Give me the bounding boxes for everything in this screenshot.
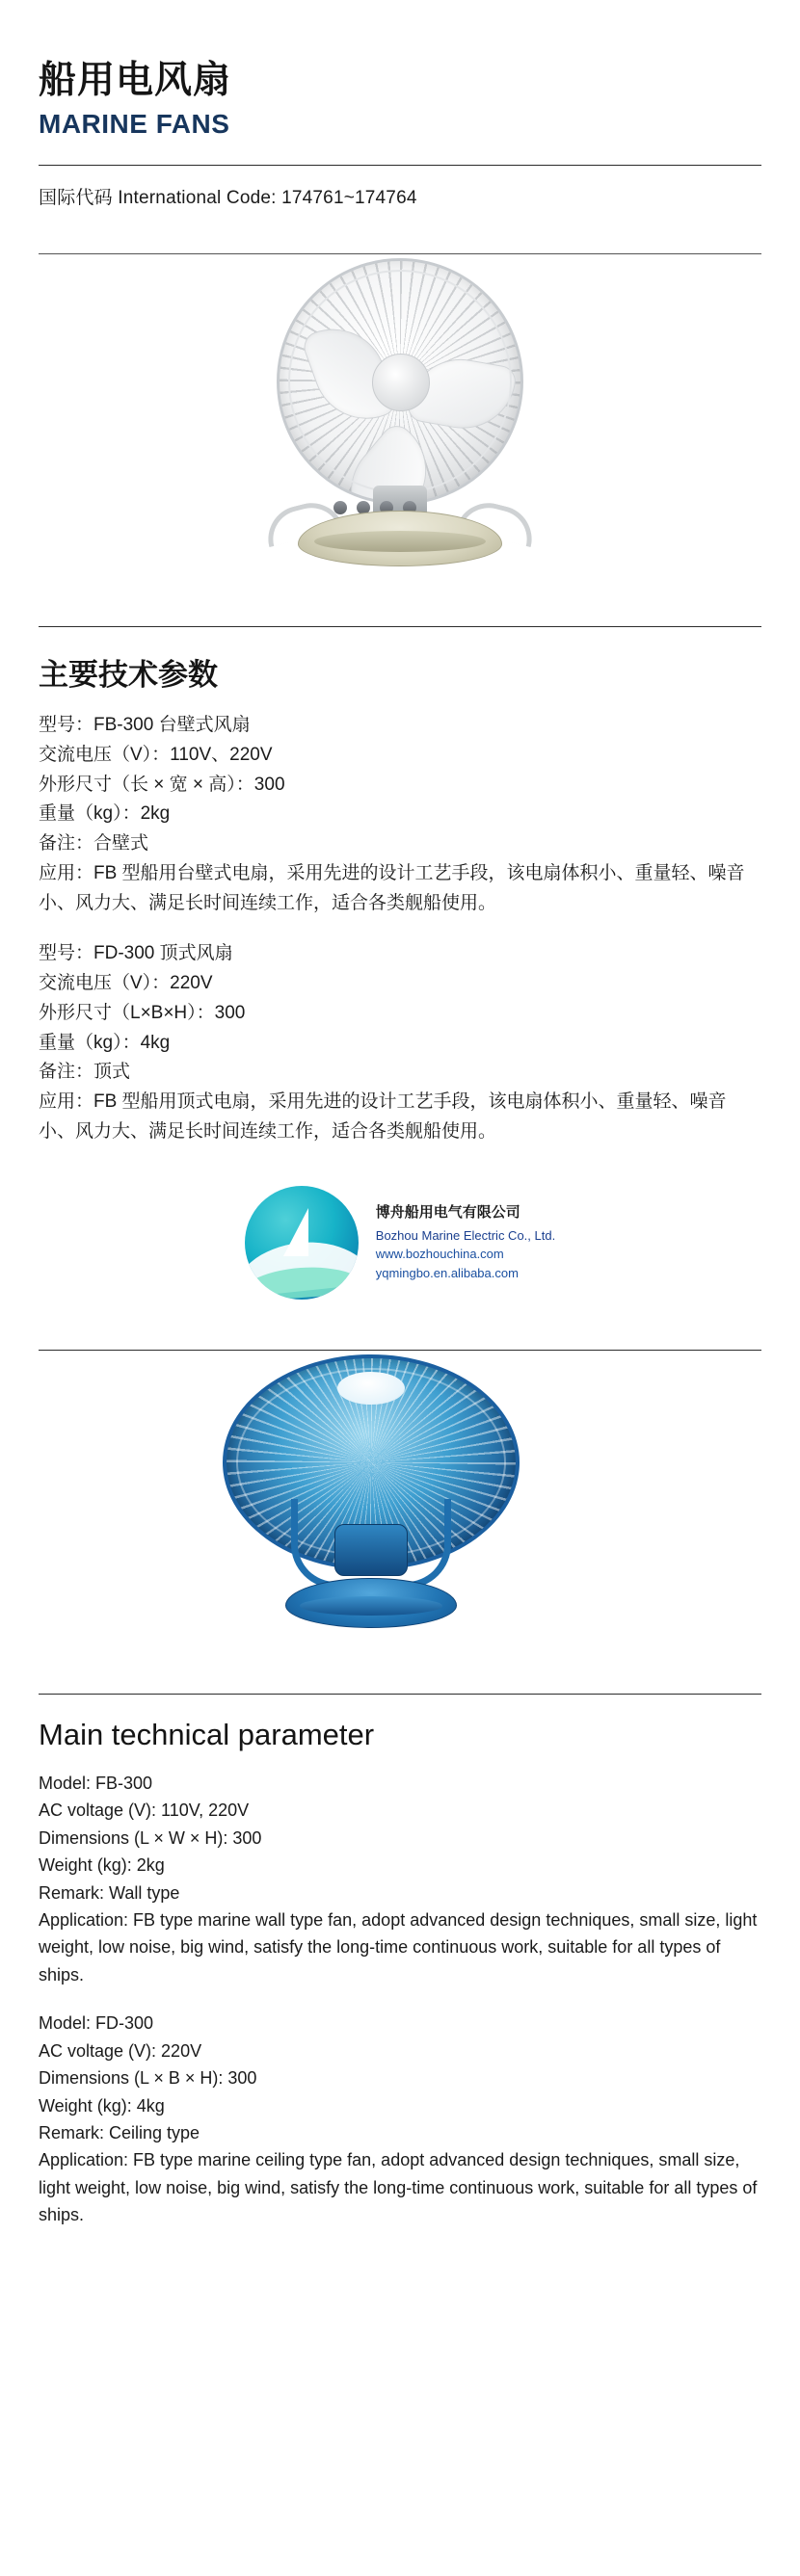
- spec-model: 型号：FD-300 顶式风扇: [39, 943, 233, 964]
- company-url-1[interactable]: www.bozhouchina.com: [375, 1247, 504, 1262]
- spec-application: 应用：FB 型船用顶式电扇，采用先进的设计工艺手段，该电扇体积小、重量轻、噪音小、风力大、满足长时间连续工作，适合各类舰船使用。: [39, 1091, 727, 1142]
- spec-remark: Remark: Ceiling type: [39, 2123, 200, 2142]
- page-title-cn: 船用电风扇: [39, 60, 232, 101]
- fan-grill-icon: [277, 258, 523, 505]
- fan-blade: [300, 314, 400, 434]
- spec-heading-cn: 主要技术参数: [39, 658, 218, 693]
- company-name-cn: 博舟船用电气有限公司: [375, 1204, 520, 1222]
- spec-block-fb-en: [39, 1770, 761, 1989]
- spec-weight: Weight (kg): 4kg: [39, 2095, 165, 2116]
- spec-block-fb-cn: [39, 711, 761, 918]
- company-url-2[interactable]: yqmingbo.en.alibaba.com: [375, 1265, 519, 1280]
- divider-above-specs: [39, 626, 761, 627]
- spec-voltage: AC voltage (V): 220V: [39, 2040, 202, 2061]
- fan-blade: [406, 351, 519, 436]
- spec-weight: 重量（kg）：4kg: [39, 1032, 171, 1053]
- ceiling-fan-base: [285, 1578, 457, 1628]
- spec-block-fd-cn: [39, 939, 761, 1146]
- spec-application: Application: FB type marine wall type fan, adopt advanced design techniques, small size, light weight, low noise, big wind, satisfy the long-time continuous work, suitable for all types of ships.: [39, 1909, 758, 1985]
- company-logo-band: [0, 1169, 800, 1325]
- page-title-en: MARINE FANS: [39, 108, 230, 139]
- spec-heading-en: Main technical parameter: [39, 1717, 375, 1751]
- spec-weight: Weight (kg): 2kg: [39, 1855, 165, 1876]
- spec-voltage: AC voltage (V): 110V, 220V: [39, 1801, 250, 1821]
- spec-block-fd-en: [39, 2010, 761, 2229]
- ceiling-fan-motor: [334, 1524, 408, 1576]
- wall-fan-photo: [0, 254, 800, 601]
- spec-dimensions: Dimensions (L × B × H): 300: [39, 2068, 257, 2089]
- spec-remark: Remark: Wall type: [39, 1882, 180, 1903]
- ceiling-fan-illustration: [212, 1354, 530, 1643]
- company-name-en: Bozhou Marine Electric Co., Ltd.: [375, 1227, 556, 1243]
- fan-hub: [372, 354, 430, 411]
- ceiling-fan-cap: [337, 1372, 405, 1405]
- page-content: [0, 0, 800, 254]
- spec-remark: 备注：合壁式: [39, 833, 149, 854]
- ceiling-fan-photo: [0, 1351, 800, 1669]
- grill-lines: [280, 261, 520, 502]
- bottom-spacer: [39, 2250, 761, 2275]
- company-logo-icon: [245, 1186, 359, 1300]
- spec-voltage: 交流电压（V）：220V: [39, 973, 213, 994]
- spec-model: Model: FB-300: [39, 1773, 153, 1793]
- spec-application: 应用：FB 型船用台壁式电扇，采用先进的设计工艺手段，该电扇体积小、重量轻、噪音小、风力大、满足长时间连续工作，适合各类舰船使用。: [39, 862, 745, 913]
- spec-voltage: 交流电压（V）：110V、220V: [39, 744, 273, 765]
- company-info: [376, 1202, 555, 1282]
- spec-weight: 重量（kg）：2kg: [39, 803, 171, 825]
- spec-dimensions: 外形尺寸（长 × 宽 × 高）：300: [39, 774, 285, 795]
- international-code: 国际代码 International Code: 174761~174764: [39, 188, 417, 209]
- top-spacer: [39, 0, 761, 60]
- wall-fan-illustration: [241, 258, 559, 576]
- spec-model: Model: FD-300: [39, 2013, 154, 2034]
- divider-above-en-specs: [39, 1694, 761, 1695]
- spec-model: 型号：FB-300 台壁式风扇: [39, 715, 251, 736]
- page-header: [39, 60, 761, 140]
- spec-remark: 备注：顶式: [39, 1062, 131, 1083]
- spec-application: Application: FB type marine ceiling type fan, adopt advanced design techniques, small size, light weight, low noise, big wind, satisfy the long-time continuous work, suitable for all types of ships.: [39, 2150, 758, 2225]
- spec-dimensions: Dimensions (L × W × H): 300: [39, 1827, 262, 1848]
- spec-dimensions: 外形尺寸（L×B×H）：300: [39, 1002, 246, 1023]
